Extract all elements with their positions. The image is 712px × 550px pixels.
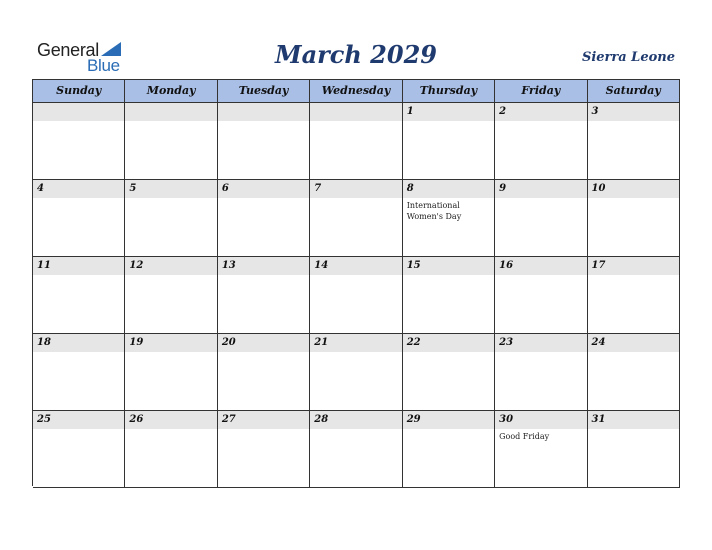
weekday-header: Friday <box>495 80 587 103</box>
day-cell <box>588 103 680 180</box>
country-label: Sierra Leone <box>581 50 675 65</box>
calendar-weeks <box>33 103 680 488</box>
day-cell <box>495 180 587 257</box>
day-number: 2 <box>499 106 507 117</box>
day-cell <box>125 103 217 180</box>
day-cell <box>125 180 217 257</box>
day-cell <box>310 257 402 334</box>
day-number: 26 <box>129 414 144 425</box>
day-number: 9 <box>499 183 507 194</box>
day-cell <box>495 257 587 334</box>
day-number-bar <box>403 103 494 121</box>
day-cell <box>33 411 125 488</box>
calendar-grid <box>32 79 680 486</box>
day-number-bar <box>33 103 124 121</box>
day-number: 4 <box>37 183 44 194</box>
day-number: 8 <box>406 183 414 194</box>
day-number: 15 <box>406 260 421 271</box>
day-cell <box>33 180 125 257</box>
day-number: 18 <box>37 337 51 348</box>
day-number: 23 <box>499 337 514 348</box>
day-number: 21 <box>314 337 329 348</box>
day-number: 20 <box>221 337 236 348</box>
day-cell <box>310 411 402 488</box>
day-number: 30 <box>499 414 514 425</box>
day-number: 11 <box>37 260 51 271</box>
day-cell <box>218 103 310 180</box>
day-number: 5 <box>129 183 137 194</box>
day-cell <box>403 334 495 411</box>
day-number-bar <box>218 103 309 121</box>
day-number-bar <box>310 103 401 121</box>
day-number: 22 <box>406 337 421 348</box>
day-number: 29 <box>406 414 421 425</box>
day-number: 16 <box>499 260 514 271</box>
day-cell <box>310 180 402 257</box>
day-number-bar <box>33 180 124 198</box>
day-cell <box>588 257 680 334</box>
day-number-bar <box>218 180 309 198</box>
day-number-bar <box>125 180 216 198</box>
day-cell <box>403 103 495 180</box>
day-cell <box>588 411 680 488</box>
day-number: 19 <box>129 337 144 348</box>
day-cell <box>310 103 402 180</box>
day-cell <box>403 411 495 488</box>
day-cell <box>125 257 217 334</box>
week-row <box>33 257 680 334</box>
day-cell <box>33 103 125 180</box>
weekday-header: Thursday <box>403 80 495 103</box>
day-cell <box>125 411 217 488</box>
day-number: 28 <box>314 414 329 425</box>
week-row <box>33 411 680 488</box>
logo-text-general: General <box>37 40 99 60</box>
day-number: 6 <box>221 183 229 194</box>
holiday-label: International Women's Day <box>406 201 462 221</box>
day-number: 25 <box>37 414 51 425</box>
day-number: 12 <box>129 260 144 271</box>
weekday-header: Saturday <box>588 80 680 103</box>
day-number: 24 <box>591 337 606 348</box>
day-number: 14 <box>314 260 329 271</box>
weekday-header: Tuesday <box>218 80 310 103</box>
day-number: 17 <box>591 260 606 271</box>
day-cell <box>495 103 587 180</box>
day-number: 3 <box>591 106 599 117</box>
day-number-bar <box>125 103 216 121</box>
day-number: 10 <box>591 183 606 194</box>
day-number-bar <box>403 180 494 198</box>
day-number-bar <box>495 180 586 198</box>
day-cell <box>218 257 310 334</box>
week-row <box>33 103 680 180</box>
weekday-header: Wednesday <box>310 80 402 103</box>
weekday-header-row <box>33 80 680 103</box>
day-number-bar <box>588 103 679 121</box>
day-number: 13 <box>221 260 236 271</box>
logo-text-blue: Blue <box>87 56 120 75</box>
day-cell <box>218 411 310 488</box>
day-cell <box>495 334 587 411</box>
day-number: 7 <box>314 183 322 194</box>
day-number-bar <box>310 180 401 198</box>
day-cell <box>310 334 402 411</box>
day-cell <box>33 257 125 334</box>
day-cell <box>218 180 310 257</box>
weekday-header: Monday <box>125 80 217 103</box>
week-row <box>33 334 680 411</box>
day-number: 1 <box>406 106 414 117</box>
day-number: 27 <box>221 414 236 425</box>
page-title: March 2029 <box>275 40 437 69</box>
week-row <box>33 180 680 257</box>
day-cell <box>403 180 495 257</box>
holiday-label: Good Friday <box>499 432 550 441</box>
day-cell <box>218 334 310 411</box>
day-number: 31 <box>591 414 606 425</box>
day-cell <box>495 411 587 488</box>
day-number-bar <box>495 103 586 121</box>
day-cell <box>588 180 680 257</box>
weekday-header: Sunday <box>33 80 125 103</box>
day-cell <box>403 257 495 334</box>
day-cell <box>588 334 680 411</box>
day-cell <box>33 334 125 411</box>
day-cell <box>125 334 217 411</box>
